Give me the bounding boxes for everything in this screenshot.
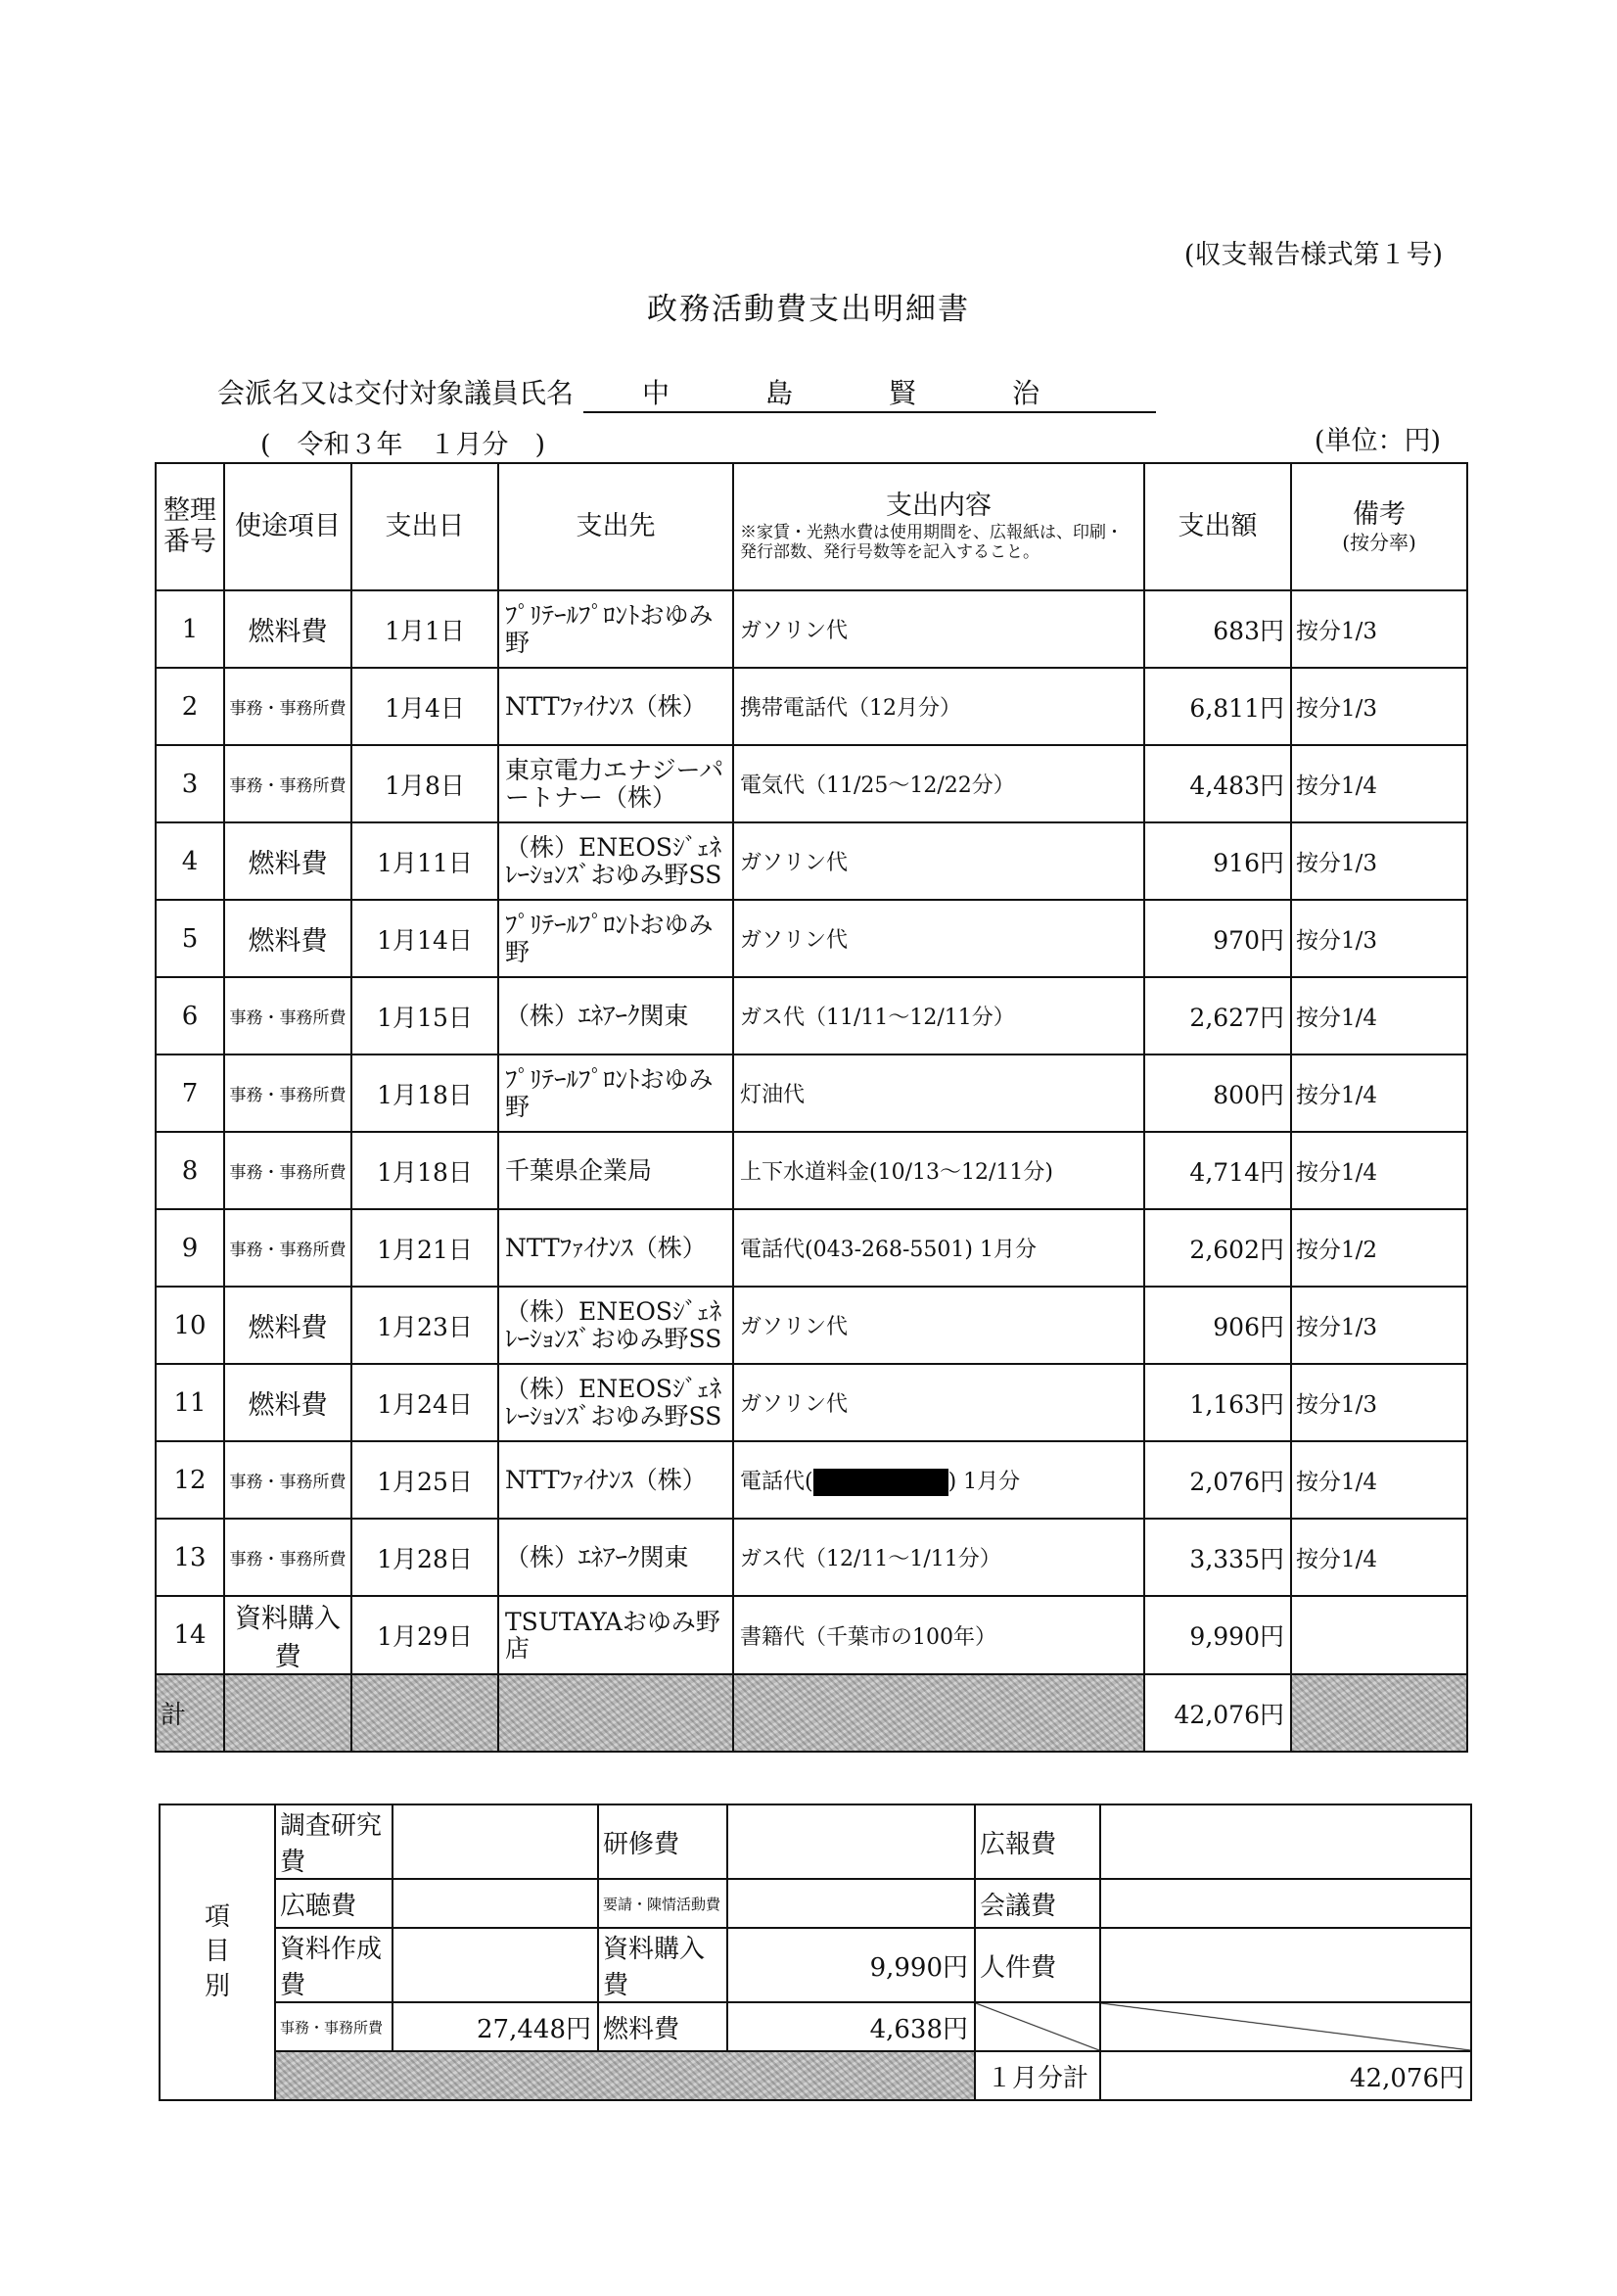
total-blank bbox=[1291, 1674, 1467, 1752]
row-date: 1月14日 bbox=[351, 900, 498, 977]
row-amount: 916円 bbox=[1144, 822, 1291, 900]
row-date: 1月23日 bbox=[351, 1287, 498, 1364]
row-amount: 2,076円 bbox=[1144, 1441, 1291, 1519]
row-date: 1月25日 bbox=[351, 1441, 498, 1519]
summary-shaded bbox=[275, 2051, 975, 2100]
row-note: 按分1/4 bbox=[1291, 1519, 1467, 1596]
total-blank bbox=[224, 1674, 351, 1752]
summary-side-text: 項目別 bbox=[204, 1902, 230, 2001]
row-desc-pre: 電話代( bbox=[740, 1469, 813, 1494]
row-desc: ガソリン代 bbox=[733, 1364, 1144, 1441]
total-blank bbox=[733, 1674, 1144, 1752]
summary-row bbox=[160, 1879, 1471, 1928]
member-label: 会派名又は交付対象議員氏名 bbox=[217, 377, 575, 409]
row-note: 按分1/3 bbox=[1291, 1287, 1467, 1364]
row-amount: 4,714円 bbox=[1144, 1132, 1291, 1209]
row-category: 事務・事務所費 bbox=[224, 1132, 351, 1209]
row-no: 12 bbox=[156, 1441, 224, 1519]
summary-label: 資料購入費 bbox=[598, 1928, 727, 2002]
row-note: 按分1/3 bbox=[1291, 1364, 1467, 1441]
total-amount: 42,076円 bbox=[1144, 1674, 1291, 1752]
row-no: 5 bbox=[156, 900, 224, 977]
row-amount: 906円 bbox=[1144, 1287, 1291, 1364]
summary-label: 燃料費 bbox=[598, 2002, 727, 2051]
row-payee: （株）ｴﾈｱｰｸ関東 bbox=[498, 1519, 733, 1596]
summary-total-row bbox=[160, 2051, 1471, 2100]
row-amount: 9,990円 bbox=[1144, 1596, 1291, 1674]
row-desc: ガス代（12/11～1/11分） bbox=[733, 1519, 1144, 1596]
header-desc bbox=[733, 463, 1144, 590]
expense-row bbox=[156, 1596, 1467, 1674]
row-no: 13 bbox=[156, 1519, 224, 1596]
expense-row bbox=[156, 1364, 1467, 1441]
row-desc: 携帯電話代（12月分） bbox=[733, 668, 1144, 745]
row-desc bbox=[733, 1441, 1144, 1519]
row-desc: 書籍代（千葉市の100年） bbox=[733, 1596, 1144, 1674]
expense-row bbox=[156, 1519, 1467, 1596]
row-date: 1月29日 bbox=[351, 1596, 498, 1674]
summary-value bbox=[727, 1804, 975, 1879]
header-no: 整理番号 bbox=[156, 463, 224, 590]
row-payee: NTTﾌｧｲﾅﾝｽ（株） bbox=[498, 1441, 733, 1519]
row-desc: 電気代（11/25～12/22分） bbox=[733, 745, 1144, 822]
expense-row bbox=[156, 745, 1467, 822]
expense-row bbox=[156, 668, 1467, 745]
header-category: 使途項目 bbox=[224, 463, 351, 590]
row-amount: 683円 bbox=[1144, 590, 1291, 668]
row-payee: ﾌﾟﾘﾃｰﾙﾌﾟﾛﾝﾄおゆみ野 bbox=[498, 900, 733, 977]
total-row bbox=[156, 1674, 1467, 1752]
row-category: 燃料費 bbox=[224, 900, 351, 977]
summary-value bbox=[1100, 1804, 1471, 1879]
row-note: 按分1/4 bbox=[1291, 977, 1467, 1054]
summary-label: 要請・陳情活動費 bbox=[598, 1879, 727, 1928]
summary-value: 4,638円 bbox=[727, 2002, 975, 2051]
summary-diagonal bbox=[1100, 2002, 1471, 2051]
month-total-value: 42,076円 bbox=[1100, 2051, 1471, 2100]
row-no: 1 bbox=[156, 590, 224, 668]
row-desc: ガソリン代 bbox=[733, 900, 1144, 977]
summary-label: 資料作成費 bbox=[275, 1928, 393, 2002]
summary-value bbox=[727, 1879, 975, 1928]
row-date: 1月18日 bbox=[351, 1132, 498, 1209]
summary-row bbox=[160, 1928, 1471, 2002]
summary-row bbox=[160, 2002, 1471, 2051]
header-note-sub: (按分率) bbox=[1342, 531, 1416, 555]
expense-row bbox=[156, 900, 1467, 977]
row-amount: 2,602円 bbox=[1144, 1209, 1291, 1287]
row-desc: 灯油代 bbox=[733, 1054, 1144, 1132]
row-category: 事務・事務所費 bbox=[224, 1519, 351, 1596]
summary-label: 広報費 bbox=[975, 1804, 1100, 1879]
expense-row bbox=[156, 1441, 1467, 1519]
row-note: 按分1/3 bbox=[1291, 590, 1467, 668]
total-blank bbox=[498, 1674, 733, 1752]
row-date: 1月28日 bbox=[351, 1519, 498, 1596]
summary-label: 事務・事務所費 bbox=[275, 2002, 393, 2051]
row-note: 按分1/4 bbox=[1291, 1132, 1467, 1209]
row-category: 事務・事務所費 bbox=[224, 1054, 351, 1132]
row-desc: 電話代(043-268-5501) 1月分 bbox=[733, 1209, 1144, 1287]
row-note: 按分1/3 bbox=[1291, 900, 1467, 977]
row-payee: 千葉県企業局 bbox=[498, 1132, 733, 1209]
row-no: 8 bbox=[156, 1132, 224, 1209]
row-note: 按分1/3 bbox=[1291, 668, 1467, 745]
header-desc-note: ※家賃・光熱水費は使用期間を、広報紙は、印刷・発行部数、発行号数等を記入すること。 bbox=[740, 522, 1123, 563]
row-no: 9 bbox=[156, 1209, 224, 1287]
row-no: 2 bbox=[156, 668, 224, 745]
row-amount: 4,483円 bbox=[1144, 745, 1291, 822]
total-blank bbox=[351, 1674, 498, 1752]
row-category: 燃料費 bbox=[224, 822, 351, 900]
header-note-label: 備考 bbox=[1353, 498, 1406, 530]
member-name: 中島賢治 bbox=[583, 372, 1156, 413]
row-desc-post: ) 1月分 bbox=[947, 1469, 1021, 1494]
row-category: 燃料費 bbox=[224, 590, 351, 668]
summary-label: 研修費 bbox=[598, 1804, 727, 1879]
row-desc: 上下水道料金(10/13～12/11分) bbox=[733, 1132, 1144, 1209]
summary-value bbox=[393, 1804, 598, 1879]
row-amount: 1,163円 bbox=[1144, 1364, 1291, 1441]
summary-value: 9,990円 bbox=[727, 1928, 975, 2002]
row-note: 按分1/4 bbox=[1291, 1054, 1467, 1132]
row-date: 1月18日 bbox=[351, 1054, 498, 1132]
header-desc-label: 支出内容 bbox=[886, 491, 992, 522]
row-payee: ﾌﾟﾘﾃｰﾙﾌﾟﾛﾝﾄおゆみ野 bbox=[498, 1054, 733, 1132]
row-payee: （株）ENEOSｼﾞｪﾈﾚｰｼｮﾝｽﾞおゆみ野SS bbox=[498, 1287, 733, 1364]
summary-diagonal bbox=[975, 2002, 1100, 2051]
row-amount: 800円 bbox=[1144, 1054, 1291, 1132]
row-desc: ガス代（11/11～12/11分） bbox=[733, 977, 1144, 1054]
row-payee: ﾌﾟﾘﾃｰﾙﾌﾟﾛﾝﾄおゆみ野 bbox=[498, 590, 733, 668]
row-desc: ガソリン代 bbox=[733, 590, 1144, 668]
row-no: 6 bbox=[156, 977, 224, 1054]
row-note: 按分1/3 bbox=[1291, 822, 1467, 900]
row-note: 按分1/4 bbox=[1291, 1441, 1467, 1519]
expense-row bbox=[156, 590, 1467, 668]
summary-value: 27,448円 bbox=[393, 2002, 598, 2051]
row-no: 4 bbox=[156, 822, 224, 900]
row-amount: 970円 bbox=[1144, 900, 1291, 977]
expense-row bbox=[156, 1287, 1467, 1364]
unit-label: (単位：円) bbox=[1314, 426, 1441, 456]
row-desc: ガソリン代 bbox=[733, 1287, 1144, 1364]
row-date: 1月8日 bbox=[351, 745, 498, 822]
row-category: 事務・事務所費 bbox=[224, 1209, 351, 1287]
redaction-box bbox=[813, 1469, 948, 1496]
expense-row bbox=[156, 1054, 1467, 1132]
summary-label: 広聴費 bbox=[275, 1879, 393, 1928]
row-category: 事務・事務所費 bbox=[224, 668, 351, 745]
summary-value bbox=[393, 1879, 598, 1928]
summary-value bbox=[393, 1928, 598, 2002]
row-no: 7 bbox=[156, 1054, 224, 1132]
row-payee: （株）ENEOSｼﾞｪﾈﾚｰｼｮﾝｽﾞおゆみ野SS bbox=[498, 1364, 733, 1441]
total-label: 計 bbox=[156, 1674, 224, 1752]
row-date: 1月4日 bbox=[351, 668, 498, 745]
row-payee: TSUTAYAおゆみ野店 bbox=[498, 1596, 733, 1674]
row-date: 1月24日 bbox=[351, 1364, 498, 1441]
row-note: 按分1/4 bbox=[1291, 745, 1467, 822]
summary-label: 調査研究費 bbox=[275, 1804, 393, 1879]
expense-table bbox=[155, 462, 1468, 1753]
row-payee: （株）ｴﾈｱｰｸ関東 bbox=[498, 977, 733, 1054]
row-payee: （株）ENEOSｼﾞｪﾈﾚｰｼｮﾝｽﾞおゆみ野SS bbox=[498, 822, 733, 900]
row-payee: 東京電力エナジーパートナー（株） bbox=[498, 745, 733, 822]
expense-row bbox=[156, 1132, 1467, 1209]
month-total-label: １月分計 bbox=[975, 2051, 1100, 2100]
row-no: 14 bbox=[156, 1596, 224, 1674]
header-note bbox=[1291, 463, 1467, 590]
document-title: 政務活動費支出明細書 bbox=[647, 292, 970, 327]
row-category: 事務・事務所費 bbox=[224, 977, 351, 1054]
summary-value bbox=[1100, 1928, 1471, 2002]
row-amount: 2,627円 bbox=[1144, 977, 1291, 1054]
summary-table bbox=[159, 1804, 1472, 2101]
row-payee: NTTﾌｧｲﾅﾝｽ（株） bbox=[498, 1209, 733, 1287]
summary-row bbox=[160, 1804, 1471, 1879]
row-category: 事務・事務所費 bbox=[224, 1441, 351, 1519]
row-category: 資料購入費 bbox=[224, 1596, 351, 1674]
row-date: 1月21日 bbox=[351, 1209, 498, 1287]
row-date: 1月11日 bbox=[351, 822, 498, 900]
expense-row bbox=[156, 1209, 1467, 1287]
summary-side-label bbox=[160, 1804, 275, 2100]
row-amount: 3,335円 bbox=[1144, 1519, 1291, 1596]
member-row bbox=[217, 372, 1156, 413]
row-no: 11 bbox=[156, 1364, 224, 1441]
row-date: 1月15日 bbox=[351, 977, 498, 1054]
row-amount: 6,811円 bbox=[1144, 668, 1291, 745]
row-date: 1月1日 bbox=[351, 590, 498, 668]
row-no: 3 bbox=[156, 745, 224, 822]
expense-rows bbox=[156, 590, 1467, 1674]
expense-row bbox=[156, 822, 1467, 900]
expense-row bbox=[156, 977, 1467, 1054]
row-no: 10 bbox=[156, 1287, 224, 1364]
summary-value bbox=[1100, 1879, 1471, 1928]
header-date: 支出日 bbox=[351, 463, 498, 590]
period: ( 令和３年 １月分 ) bbox=[260, 430, 546, 460]
summary-label: 人件費 bbox=[975, 1928, 1100, 2002]
form-number: (収支報告様式第１号) bbox=[1183, 240, 1443, 270]
summary-label: 会議費 bbox=[975, 1879, 1100, 1928]
row-payee: NTTﾌｧｲﾅﾝｽ（株） bbox=[498, 668, 733, 745]
row-desc: ガソリン代 bbox=[733, 822, 1144, 900]
row-category: 燃料費 bbox=[224, 1287, 351, 1364]
row-category: 燃料費 bbox=[224, 1364, 351, 1441]
header-amount: 支出額 bbox=[1144, 463, 1291, 590]
header-row bbox=[156, 463, 1467, 590]
row-note: 按分1/2 bbox=[1291, 1209, 1467, 1287]
header-payee: 支出先 bbox=[498, 463, 733, 590]
row-note bbox=[1291, 1596, 1467, 1674]
row-category: 事務・事務所費 bbox=[224, 745, 351, 822]
